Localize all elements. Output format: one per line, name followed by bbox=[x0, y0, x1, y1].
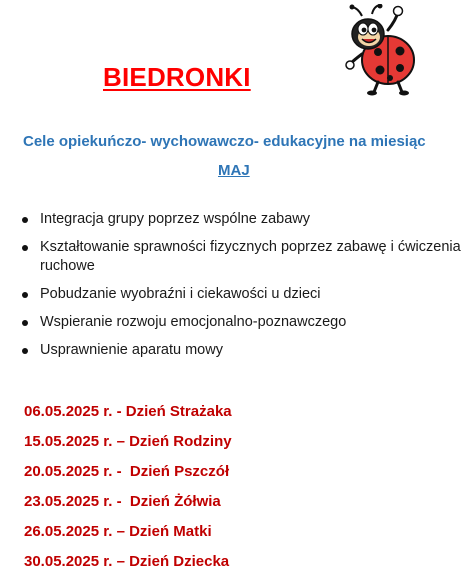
ladybug-mascot-icon bbox=[340, 4, 420, 96]
goal-item bbox=[20, 210, 470, 229]
goal-text: Kształtowanie sprawności fizycznych poprzez zabawę i ćwiczenia ruchowe bbox=[40, 239, 461, 274]
bullet-icon bbox=[22, 245, 28, 251]
goal-text: Wspieranie rozwoju emocjonalno-poznawczego bbox=[40, 314, 347, 330]
goal-text: Integracja grupy poprzez wspólne zabawy bbox=[40, 211, 311, 227]
goals-list bbox=[20, 210, 470, 369]
goal-item bbox=[20, 313, 470, 332]
page-title: BIEDRONKI bbox=[103, 62, 251, 92]
event-item: 15.05.2025 r. – Dzień Rodziny bbox=[24, 433, 232, 450]
event-item: 23.05.2025 r. - Dzień Żółwia bbox=[24, 493, 221, 510]
goals-heading: Cele opiekuńczo- wychowawczo- edukacyjne na miesiąc bbox=[23, 133, 426, 150]
bullet-icon bbox=[22, 320, 28, 326]
goal-item bbox=[20, 285, 470, 304]
goal-text: Pobudzanie wyobraźni i ciekawości u dzieci bbox=[40, 286, 321, 302]
goal-item bbox=[20, 341, 470, 360]
event-item: 20.05.2025 r. - Dzień Pszczół bbox=[24, 463, 230, 480]
bullet-icon bbox=[22, 217, 28, 223]
goal-text: Usprawnienie aparatu mowy bbox=[40, 342, 223, 358]
event-item: 26.05.2025 r. – Dzień Matki bbox=[24, 523, 212, 540]
month-label: MAJ bbox=[218, 162, 250, 179]
event-item: 30.05.2025 r. – Dzień Dziecka bbox=[24, 553, 230, 570]
bullet-icon bbox=[22, 348, 28, 354]
events-list bbox=[24, 402, 232, 582]
event-item: 06.05.2025 r. - Dzień Strażaka bbox=[24, 403, 232, 420]
goal-item bbox=[20, 238, 470, 276]
bullet-icon bbox=[22, 292, 28, 298]
